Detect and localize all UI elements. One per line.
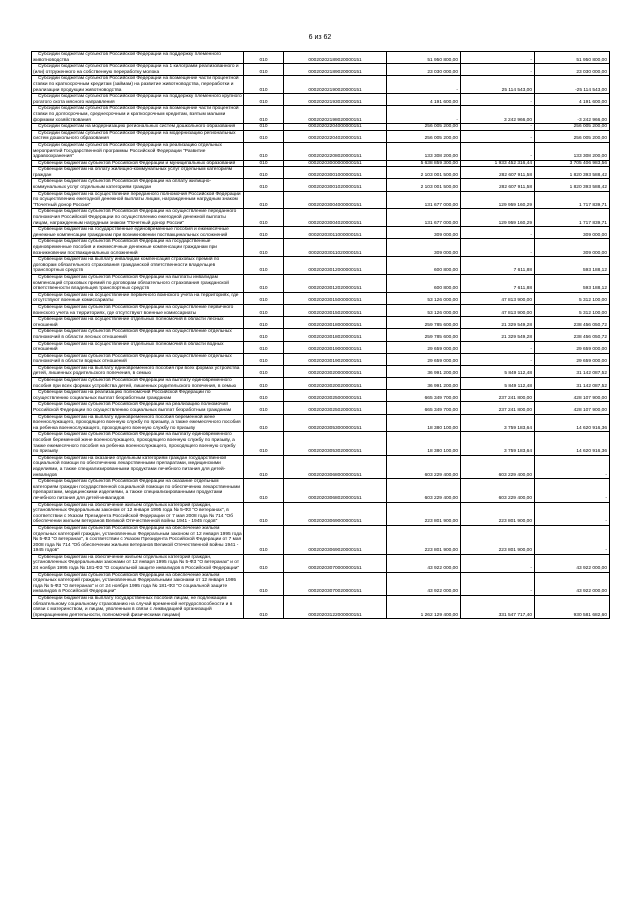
row-approved-amount: 29 659 000,00 xyxy=(387,353,461,365)
row-approved-amount: 1 262 129 400,00 xyxy=(387,596,461,619)
row-line-code: 010 xyxy=(244,209,284,227)
row-income-code: 00020203069020000151 xyxy=(284,525,387,554)
row-name: Субвенции бюджетам субъектов Российской Федерации на осуществление переданного полномочия Российской Федерации по осуществлению ежегодной денежной выплаты лицам, награжденным нагрудным знаком "Почетный донор России" xyxy=(32,209,244,227)
row-approved-amount: 600 800,00 xyxy=(387,274,461,292)
row-remaining-amount: 238 456 050,72 xyxy=(535,329,610,341)
row-line-code: 010 xyxy=(244,402,284,414)
row-executed-amount: 282 607 911,58 xyxy=(461,167,535,179)
row-executed-amount: 603 229 400,00 xyxy=(461,455,535,478)
row-line-code: 010 xyxy=(244,525,284,554)
row-name: Субвенции бюджетам субъектов Российской Федерации на осуществление первичного воинского учета на территориях, где отсутствуют военные комиссариаты xyxy=(32,304,244,316)
table-row xyxy=(32,378,610,390)
row-remaining-amount: -3 242 966,00 xyxy=(535,106,610,124)
row-name: Субвенции бюджетам на осуществление первичного воинского учета на территориях, где отсутствуют военные комиссариаты xyxy=(32,292,244,304)
table-row xyxy=(32,502,610,525)
row-remaining-amount: 29 659 000,00 xyxy=(535,353,610,365)
row-executed-amount: 25 114 543,00 xyxy=(461,76,535,94)
row-line-code: 010 xyxy=(244,227,284,239)
row-line-code: 010 xyxy=(244,191,284,209)
table-row xyxy=(32,130,610,142)
row-executed-amount: 3 759 183,64 xyxy=(461,414,535,432)
row-name: Субвенции бюджетам субъектов Российской Федерации на выплату единовременного пособия при всех формах устройства детей, лишенных родительского попечения, в семью xyxy=(32,378,244,390)
table-row xyxy=(32,572,610,595)
row-name: Субвенции бюджетам на обеспечение жильем отдельных категорий граждан, установленных Федеральными законами от 12 января 1995 года № 5-ФЗ "О ветеранах" и от 24 ноября 1995 года № 181-ФЗ "О социальной защите инвалидов в Российской Федерации" xyxy=(32,554,244,572)
row-line-code: 010 xyxy=(244,304,284,316)
row-executed-amount: 5 849 112,48 xyxy=(461,365,535,377)
row-income-code: 00020202189020000151 xyxy=(284,52,387,64)
row-line-code: 010 xyxy=(244,390,284,402)
row-executed-amount: - xyxy=(461,124,535,131)
row-remaining-amount: 23 030 000,00 xyxy=(535,64,610,76)
row-remaining-amount: 3 705 406 983,56 xyxy=(535,160,610,167)
row-remaining-amount: 593 188,12 xyxy=(535,274,610,292)
row-line-code: 010 xyxy=(244,596,284,619)
row-income-code: 00020203012020000151 xyxy=(284,274,387,292)
row-executed-amount: - xyxy=(461,572,535,595)
row-income-code: 00020203001020000151 xyxy=(284,179,387,191)
row-remaining-amount: 1 717 839,71 xyxy=(535,209,610,227)
row-income-code: 00020203018020000151 xyxy=(284,329,387,341)
row-name: Субсидии бюджетам субъектов Российской Федерации на возмещение части процентной ставки по краткосрочным кредитам (займам) на развитие животноводства, переработки и реализации продукции животноводства xyxy=(32,76,244,94)
row-name: Субсидии бюджетам на модернизацию региональных систем дошкольного образования xyxy=(32,124,244,131)
row-approved-amount: 36 991 200,00 xyxy=(387,378,461,390)
row-approved-amount: 223 801 900,00 xyxy=(387,502,461,525)
table-row xyxy=(32,227,610,239)
row-remaining-amount: 51 950 800,00 xyxy=(535,52,610,64)
row-executed-amount: 47 813 900,00 xyxy=(461,304,535,316)
row-name: Субвенции бюджетам на осуществление отдельных полномочий в области лесных отношений xyxy=(32,317,244,329)
row-name: Субвенции бюджетам на выплату единовременного пособия беременной жене военнослужащего, проходящего военную службу по призыву, а также ежемесячного пособия на ребенка военнослужащего, проходящего военную службу по призыву xyxy=(32,414,244,432)
row-approved-amount: 2 103 001 500,00 xyxy=(387,179,461,191)
row-name: Субвенции бюджетам на оплату жилищно-коммунальных услуг отдельным категориям граждан xyxy=(32,167,244,179)
row-line-code: 010 xyxy=(244,94,284,106)
row-name: Субвенции бюджетам субъектов Российской Федерации на оплату жилищно-коммунальных услуг отдельным категориям граждан xyxy=(32,179,244,191)
row-income-code: 00020203015020000151 xyxy=(284,304,387,316)
row-line-code: 010 xyxy=(244,52,284,64)
row-income-code: 00020203019020000151 xyxy=(284,353,387,365)
row-name: Субсидии бюджетам субъектов Российской Федерации на поддержку племенного животноводства xyxy=(32,52,244,64)
row-line-code: 010 xyxy=(244,317,284,329)
row-income-code: 00020203068000000151 xyxy=(284,455,387,478)
row-approved-amount: 131 677 000,00 xyxy=(387,191,461,209)
row-executed-amount: 129 959 160,29 xyxy=(461,209,535,227)
row-remaining-amount: 43 922 000,00 xyxy=(535,572,610,595)
row-income-code: 00020203001000000151 xyxy=(284,167,387,179)
row-executed-amount: - xyxy=(461,94,535,106)
row-income-code: 00020203053020000151 xyxy=(284,432,387,455)
row-approved-amount: 259 785 600,00 xyxy=(387,317,461,329)
row-executed-amount: 5 849 112,48 xyxy=(461,378,535,390)
row-remaining-amount: 14 620 916,36 xyxy=(535,432,610,455)
row-executed-amount: - xyxy=(461,554,535,572)
row-executed-amount: 1 933 452 316,44 xyxy=(461,160,535,167)
row-name: Субвенции бюджетам субъектов Российской Федерации и муниципальных образований xyxy=(32,160,244,167)
row-line-code: 010 xyxy=(244,257,284,275)
row-approved-amount: 23 030 000,00 xyxy=(387,64,461,76)
row-line-code: 010 xyxy=(244,353,284,365)
row-executed-amount: 129 959 160,29 xyxy=(461,191,535,209)
row-income-code: 00020202189020000151 xyxy=(284,64,387,76)
row-approved-amount: 600 800,00 xyxy=(387,257,461,275)
row-approved-amount: 53 126 000,00 xyxy=(387,292,461,304)
row-income-code: 00020203012000000151 xyxy=(284,257,387,275)
row-remaining-amount: 238 456 050,72 xyxy=(535,317,610,329)
row-line-code: 010 xyxy=(244,124,284,131)
row-approved-amount: 309 000,00 xyxy=(387,239,461,257)
table-row xyxy=(32,52,610,64)
table-row xyxy=(32,257,610,275)
row-executed-amount: 21 329 549,28 xyxy=(461,317,535,329)
row-executed-amount: - xyxy=(461,64,535,76)
table-row xyxy=(32,317,610,329)
row-remaining-amount: 1 717 839,71 xyxy=(535,191,610,209)
row-name: Субвенции бюджетам субъектов Российской Федерации на осуществление отдельных полномочий в области водных отношений xyxy=(32,353,244,365)
row-executed-amount: - xyxy=(461,353,535,365)
table-row xyxy=(32,274,610,292)
table-row xyxy=(32,124,610,131)
row-executed-amount: - xyxy=(461,52,535,64)
row-approved-amount: - xyxy=(387,106,461,124)
row-executed-amount: 47 813 900,00 xyxy=(461,292,535,304)
row-name: Субсидии бюджетам субъектов Российской Федерации на 1 килограмм реализованного и (или) отгруженного на собственную переработку молока xyxy=(32,64,244,76)
table-row xyxy=(32,554,610,572)
row-remaining-amount: 256 005 200,00 xyxy=(535,124,610,131)
row-income-code: 00020203011020000151 xyxy=(284,239,387,257)
row-income-code: 00020203020020000151 xyxy=(284,378,387,390)
row-income-code: 00020203069000000151 xyxy=(284,502,387,525)
row-income-code: 00020202198020000151 xyxy=(284,106,387,124)
row-approved-amount: 665 349 700,00 xyxy=(387,390,461,402)
table-row xyxy=(32,414,610,432)
row-name: Субвенции бюджетам субъектов Российской Федерации на выплаты инвалидам компенсаций страховых премий по договорам обязательного страхования гражданской ответственности владельцев транспортных средств xyxy=(32,274,244,292)
row-approved-amount: 53 126 000,00 xyxy=(387,304,461,316)
row-approved-amount: 309 000,00 xyxy=(387,227,461,239)
row-line-code: 010 xyxy=(244,432,284,455)
row-remaining-amount: - xyxy=(535,525,610,554)
row-name: Субсидии бюджетам субъектов Российской Федерации на модернизацию региональных систем дошкольного образования xyxy=(32,130,244,142)
row-executed-amount: 223 801 900,00 xyxy=(461,525,535,554)
row-approved-amount: 5 638 859 300,00 xyxy=(387,160,461,167)
row-line-code: 010 xyxy=(244,274,284,292)
row-line-code: 010 xyxy=(244,76,284,94)
row-line-code: 010 xyxy=(244,106,284,124)
table-row xyxy=(32,390,610,402)
row-remaining-amount: 1 820 393 588,42 xyxy=(535,179,610,191)
row-executed-amount: - xyxy=(461,239,535,257)
row-line-code: 010 xyxy=(244,329,284,341)
row-name: Субвенции бюджетам субъектов Российской Федерации на реализацию полномочий Российской Федерации по осуществлению социальных выплат безработным гражданам xyxy=(32,402,244,414)
row-income-code: 00020203004020000151 xyxy=(284,209,387,227)
row-remaining-amount: - xyxy=(535,479,610,502)
row-income-code: 00020203070000000151 xyxy=(284,554,387,572)
table-row xyxy=(32,209,610,227)
row-line-code: 010 xyxy=(244,142,284,160)
row-approved-amount: 665 349 700,00 xyxy=(387,402,461,414)
row-name: Субвенции бюджетам на реализацию полномочий Российской Федерации по осуществлению социальных выплат безработным гражданам xyxy=(32,390,244,402)
row-income-code: 00020203122000000151 xyxy=(284,596,387,619)
row-name: Субвенции бюджетам субъектов Российской Федерации на обеспечение жильем отдельных категорий граждан, установленных Федеральным законом от 12 января 1995 года № 5-ФЗ "О ветеранах", в соответствии с Указом Президента Российской Федерации от 7 мая 2008 года № 714 "Об обеспечении жильем ветеранов Великой Отечественной войны 1941 - 1945 годов" xyxy=(33,525,242,554)
row-remaining-amount: 29 659 000,00 xyxy=(535,341,610,353)
row-approved-amount: 131 677 000,00 xyxy=(387,209,461,227)
row-income-code: 00020203018000000151 xyxy=(284,317,387,329)
row-income-code: 00020203053000000151 xyxy=(284,414,387,432)
row-remaining-amount: - xyxy=(535,502,610,525)
row-approved-amount: 18 380 100,00 xyxy=(387,414,461,432)
row-income-code: 00020202190020000151 xyxy=(284,76,387,94)
row-remaining-amount: 309 000,00 xyxy=(535,227,610,239)
row-name: Субвенции бюджетам на выплату государственных пособий лицам, не подлежащим обязательному социальному страхованию на случай временной нетрудоспособности и в связи с материнством, и лицам, уволенным в связи с ликвидацией организаций (прекращением деятельности, полномочий физическими лицами) xyxy=(32,596,244,619)
table-row xyxy=(32,179,610,191)
row-line-code: 010 xyxy=(244,64,284,76)
table-row xyxy=(32,304,610,316)
table-row xyxy=(32,76,610,94)
row-executed-amount: 237 241 800,00 xyxy=(461,402,535,414)
budget-table xyxy=(31,51,610,619)
row-name: Субвенции бюджетам на оказание отдельным категориям граждан государственной социальной помощи по обеспечению лекарственными препаратами, медицинскими изделиями, а также специализированными продуктами лечебного питания для детей-инвалидов xyxy=(32,455,244,478)
row-remaining-amount: 4 191 600,00 xyxy=(535,94,610,106)
row-name: Субвенции бюджетам на обеспечение жильем отдельных категорий граждан, установленных Федеральным законом от 12 января 1995 года № 5-ФЗ "О ветеранах", в соответствии с Указом Президента Российской Федерации от 7 мая 2008 года № 714 "Об обеспечении жильем ветеранов Великой Отечественной войны 1941 - 1945 годов" xyxy=(32,502,244,525)
row-approved-amount: 603 229 400,00 xyxy=(387,455,461,478)
row-line-code: 010 xyxy=(244,167,284,179)
table-row xyxy=(32,341,610,353)
row-line-code: 010 xyxy=(244,365,284,377)
row-remaining-amount: 930 581 682,60 xyxy=(535,596,610,619)
row-approved-amount: 259 785 600,00 xyxy=(387,329,461,341)
row-line-code: 010 xyxy=(244,292,284,304)
row-executed-amount: 3 759 183,64 xyxy=(461,432,535,455)
row-line-code: 010 xyxy=(244,160,284,167)
row-approved-amount: 43 922 000,00 xyxy=(387,554,461,572)
row-name: Субвенции бюджетам субъектов Российской Федерации на выплату единовременного пособия беременной жене военнослужащего, проходящего военную службу по призыву, а также ежемесячного пособия на ребенка военнослужащего, проходящего военную службу по призыву xyxy=(32,432,244,455)
row-name: Субсидии бюджетам субъектов Российской Федерации на поддержку племенного крупного рогатого скота мясного направления xyxy=(33,94,242,105)
row-executed-amount: - xyxy=(461,227,535,239)
table-row xyxy=(32,432,610,455)
row-line-code: 010 xyxy=(244,130,284,142)
row-line-code: 010 xyxy=(244,378,284,390)
table-row xyxy=(32,160,610,167)
table-row xyxy=(32,365,610,377)
row-income-code: 00020203015000000151 xyxy=(284,292,387,304)
row-line-code: 010 xyxy=(244,179,284,191)
row-remaining-amount: 5 312 100,00 xyxy=(535,304,610,316)
row-approved-amount: 43 922 000,00 xyxy=(387,572,461,595)
table-row xyxy=(32,239,610,257)
row-approved-amount: 256 005 200,00 xyxy=(387,124,461,131)
table-row xyxy=(32,142,610,160)
row-approved-amount: 133 308 200,00 xyxy=(387,142,461,160)
row-income-code: 00020202204020000151 xyxy=(284,130,387,142)
table-row xyxy=(32,167,610,179)
table-row xyxy=(32,479,610,502)
table-row xyxy=(32,329,610,341)
budget-table-body xyxy=(32,52,610,619)
table-row xyxy=(32,191,610,209)
row-approved-amount: 36 991 200,00 xyxy=(387,365,461,377)
row-income-code: 00020202204000000151 xyxy=(284,124,387,131)
row-executed-amount: 223 801 900,00 xyxy=(461,502,535,525)
row-approved-amount: 4 191 600,00 xyxy=(387,94,461,106)
row-line-code: 010 xyxy=(244,479,284,502)
table-row xyxy=(32,106,610,124)
row-approved-amount: 603 229 400,00 xyxy=(387,479,461,502)
row-approved-amount: 256 005 200,00 xyxy=(387,130,461,142)
page-number: 6 из 62 xyxy=(308,34,332,41)
row-name: Субвенции бюджетам субъектов Российской Федерации на государственные единовременные пособия и ежемесячные денежные компенсации гражданам при возникновении поствакцинальных осложнений xyxy=(32,239,244,257)
row-income-code: 00020203019000000151 xyxy=(284,341,387,353)
table-row xyxy=(32,94,610,106)
row-remaining-amount: 31 142 087,52 xyxy=(535,378,610,390)
row-executed-amount: 21 329 549,28 xyxy=(461,329,535,341)
row-remaining-amount: - xyxy=(535,455,610,478)
row-remaining-amount: 428 107 900,00 xyxy=(535,402,610,414)
row-name: Субвенции бюджетам субъектов Российской Федерации на осуществление отдельных полномочий в области лесных отношений xyxy=(32,329,244,341)
table-row xyxy=(32,64,610,76)
row-remaining-amount: 1 820 393 588,42 xyxy=(535,167,610,179)
row-remaining-amount: 31 142 087,52 xyxy=(535,365,610,377)
row-remaining-amount: 43 922 000,00 xyxy=(535,554,610,572)
row-income-code: 00020203004000000151 xyxy=(284,191,387,209)
row-name: Субсидии бюджетам субъектов Российской Федерации на реализацию отдельных мероприятий Государственной программы Российской Федерации "Развитие здравоохранения" xyxy=(32,142,244,160)
table-row xyxy=(32,596,610,619)
table-row xyxy=(32,292,610,304)
row-income-code: 00020203025020000151 xyxy=(284,402,387,414)
row-remaining-amount: 593 188,12 xyxy=(535,257,610,275)
row-remaining-amount: 14 620 916,36 xyxy=(535,414,610,432)
row-remaining-amount: 256 005 200,00 xyxy=(535,130,610,142)
row-line-code: 010 xyxy=(244,239,284,257)
row-line-code: 010 xyxy=(244,572,284,595)
table-row xyxy=(32,402,610,414)
row-remaining-amount: -25 114 543,00 xyxy=(535,76,610,94)
row-income-code: 00020203025000000151 xyxy=(284,390,387,402)
row-name: Субвенции бюджетам на выплату единовременного пособия при всех формах устройства детей, лишенных родительского попечения, в семью xyxy=(32,365,244,377)
row-name: Субсидии бюджетам субъектов Российской Федерации на возмещение части процентной ставки по долгосрочным, среднесрочным и краткосрочным кредитам, взятым малыми формами хозяйствования xyxy=(32,106,244,124)
row-executed-amount: - xyxy=(461,142,535,160)
row-executed-amount: 282 607 911,58 xyxy=(461,179,535,191)
row-approved-amount: - xyxy=(387,76,461,94)
row-name: Субвенции бюджетам на осуществление отдельных полномочий в области водных отношений xyxy=(32,341,244,353)
row-executed-amount: - xyxy=(461,341,535,353)
row-line-code: 010 xyxy=(244,502,284,525)
row-income-code: 00020202193020000151 xyxy=(284,94,387,106)
row-executed-amount: 7 611,88 xyxy=(461,274,535,292)
row-income-code: 00020202208020000151 xyxy=(284,142,387,160)
table-row xyxy=(32,525,610,554)
row-name: Субвенции бюджетам на осуществление переданного полномочия Российской Федерации по осуществлению ежегодной денежной выплаты лицам, награжденным нагрудным знаком "Почетный донор России" xyxy=(32,191,244,209)
row-remaining-amount: 309 000,00 xyxy=(535,239,610,257)
row-executed-amount: - xyxy=(461,130,535,142)
row-approved-amount: 29 659 000,00 xyxy=(387,341,461,353)
row-approved-amount: 18 380 100,00 xyxy=(387,432,461,455)
row-executed-amount: 3 242 966,00 xyxy=(461,106,535,124)
row-name: Субвенции бюджетам на выплату инвалидам компенсаций страховых премий по договорам обязательного страхования гражданской ответственности владельцев транспортных средств xyxy=(32,257,244,275)
row-line-code: 010 xyxy=(244,341,284,353)
row-income-code: 00020203020000000151 xyxy=(284,365,387,377)
row-income-code: 00020203000000000151 xyxy=(284,160,387,167)
row-executed-amount: 603 229 400,00 xyxy=(461,479,535,502)
table-row xyxy=(32,353,610,365)
row-remaining-amount: 428 107 900,00 xyxy=(535,390,610,402)
row-name: Субвенции бюджетам субъектов Российской Федерации на оказание отдельным категориям граждан государственной социальной помощи по обеспечению лекарственными препаратами, медицинскими изделиями, а также специализированными продуктами лечебного питания для детей-инвалидов xyxy=(32,479,244,502)
row-remaining-amount: 133 308 200,00 xyxy=(535,142,610,160)
row-income-code: 00020203070020000151 xyxy=(284,572,387,595)
row-line-code: 010 xyxy=(244,455,284,478)
row-name: Субвенции бюджетам на государственные единовременные пособия и ежемесячные денежные компенсации гражданам при возникновении поствакцинальных осложнений xyxy=(32,227,244,239)
table-row xyxy=(32,455,610,478)
row-approved-amount: 51 950 800,00 xyxy=(387,52,461,64)
row-income-code: 00020203068020000151 xyxy=(284,479,387,502)
row-remaining-amount: 5 312 100,00 xyxy=(535,292,610,304)
row-executed-amount: 237 241 800,00 xyxy=(461,390,535,402)
row-executed-amount: 7 611,88 xyxy=(461,257,535,275)
row-line-code: 010 xyxy=(244,414,284,432)
row-approved-amount: 2 103 001 500,00 xyxy=(387,167,461,179)
row-income-code: 00020203011000000151 xyxy=(284,227,387,239)
row-approved-amount: 223 801 900,00 xyxy=(387,525,461,554)
row-line-code: 010 xyxy=(244,554,284,572)
row-executed-amount: 331 547 717,40 xyxy=(461,596,535,619)
row-name: Субвенции бюджетам субъектов Российской Федерации на обеспечение жильем отдельных категорий граждан, установленных Федеральными законами от 12 января 1995 года № 5-ФЗ "О ветеранах" и от 24 ноября 1995 года № 181-ФЗ "О социальной защите инвалидов в Российской Федерации" xyxy=(32,572,244,595)
